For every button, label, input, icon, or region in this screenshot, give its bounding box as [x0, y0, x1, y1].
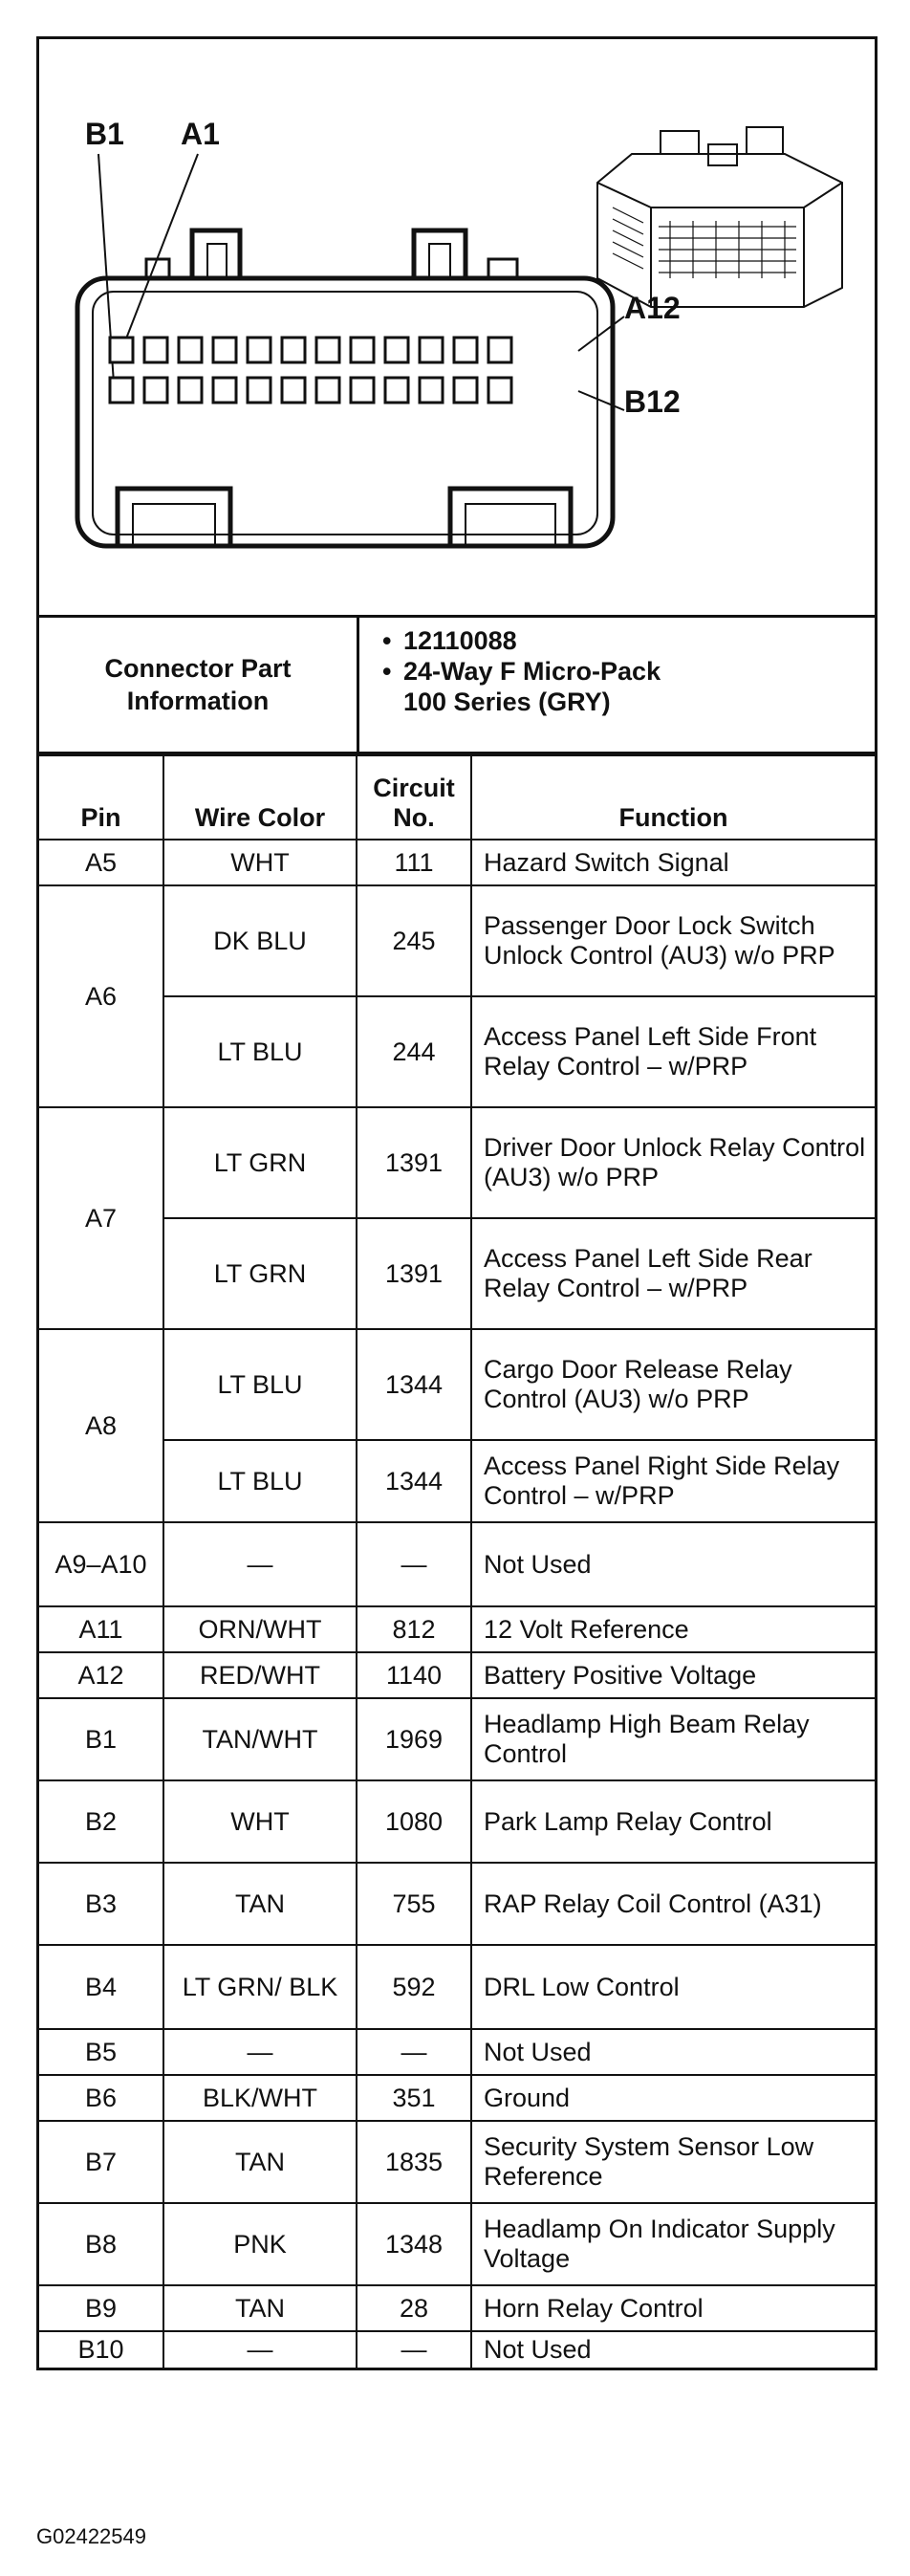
table-header-row: [39, 755, 875, 840]
connector-info-label: Connector Part Information: [39, 618, 359, 752]
pin-cell: A11: [39, 1606, 163, 1652]
label-a1: A1: [181, 117, 220, 151]
pin-cell: A12: [39, 1652, 163, 1698]
figure-id: G02422549: [36, 2524, 146, 2548]
function-cell: Not Used: [471, 2029, 875, 2075]
pin-cell: B6: [39, 2075, 163, 2121]
function-cell: Headlamp High Beam Relay Control: [471, 1698, 875, 1780]
pin-cavities: [110, 338, 511, 403]
table-row: [39, 1522, 875, 1606]
table-row: [39, 1107, 875, 1218]
circuit-cell: 1140: [357, 1652, 471, 1698]
pin-cell: B3: [39, 1863, 163, 1945]
table-row: [39, 1329, 875, 1440]
pin-cell: B2: [39, 1780, 163, 1863]
function-cell: Driver Door Unlock Relay Control (AU3) w/o PRP: [471, 1107, 875, 1218]
wire-color-cell: ORN/WHT: [163, 1606, 357, 1652]
function-cell: Security System Sensor Low Reference: [471, 2121, 875, 2203]
connector-info-list: • 12110088 • 24-Way F Micro-Pack 100 Series (GRY): [382, 626, 661, 716]
wire-color-cell: LT BLU: [163, 1329, 357, 1440]
connector-description-line1: 24-Way F Micro-Pack: [403, 657, 661, 686]
pin-cell: A5: [39, 840, 163, 885]
function-cell: RAP Relay Coil Control (A31): [471, 1863, 875, 1945]
table-row: [39, 885, 875, 996]
wire-color-cell: —: [163, 2029, 357, 2075]
circuit-cell: 244: [357, 996, 471, 1107]
wire-color-cell: LT BLU: [163, 1440, 357, 1522]
function-cell: Not Used: [471, 1522, 875, 1606]
function-cell: Headlamp On Indicator Supply Voltage: [471, 2203, 875, 2285]
circuit-cell: —: [357, 2029, 471, 2075]
function-cell: DRL Low Control: [471, 1945, 875, 2029]
connector-description-line2: 100 Series (GRY): [403, 688, 611, 716]
function-cell: Access Panel Left Side Front Relay Control – w/PRP: [471, 996, 875, 1107]
wire-color-cell: DK BLU: [163, 885, 357, 996]
pin-cell: B1: [39, 1698, 163, 1780]
function-cell: Cargo Door Release Relay Control (AU3) w/o PRP: [471, 1329, 875, 1440]
wire-color-cell: TAN/WHT: [163, 1698, 357, 1780]
pinout-table: [39, 754, 875, 2368]
circuit-cell: —: [357, 2331, 471, 2368]
pin-cell: A9–A10: [39, 1522, 163, 1606]
function-cell: 12 Volt Reference: [471, 1606, 875, 1652]
wire-color-cell: TAN: [163, 2121, 357, 2203]
circuit-cell: 1969: [357, 1698, 471, 1780]
connector-diagram: [39, 39, 875, 618]
table-row: [39, 2121, 875, 2203]
pin-cell: A7: [39, 1107, 163, 1329]
pin-cell: B8: [39, 2203, 163, 2285]
circuit-cell: 592: [357, 1945, 471, 2029]
circuit-cell: 111: [357, 840, 471, 885]
table-row: [39, 1218, 875, 1329]
pin-cell: B9: [39, 2285, 163, 2331]
wire-color-cell: LT GRN: [163, 1218, 357, 1329]
table-row: [39, 1652, 875, 1698]
table-row: [39, 1698, 875, 1780]
circuit-cell: —: [357, 1522, 471, 1606]
function-cell: Battery Positive Voltage: [471, 1652, 875, 1698]
pin-cell: B10: [39, 2331, 163, 2368]
label-a12: A12: [624, 291, 681, 325]
table-row: [39, 1945, 875, 2029]
header-function: Function: [471, 755, 875, 840]
wire-color-cell: WHT: [163, 840, 357, 885]
circuit-cell: 812: [357, 1606, 471, 1652]
pin-cell: B5: [39, 2029, 163, 2075]
circuit-cell: 1835: [357, 2121, 471, 2203]
wire-color-cell: LT GRN/ BLK: [163, 1945, 357, 2029]
header-circuit-no: Circuit No.: [357, 755, 471, 840]
table-row: [39, 1780, 875, 1863]
table-row: [39, 1440, 875, 1522]
pin-cell: A6: [39, 885, 163, 1107]
circuit-cell: 245: [357, 885, 471, 996]
circuit-cell: 1344: [357, 1440, 471, 1522]
circuit-cell: 1348: [357, 2203, 471, 2285]
function-cell: Ground: [471, 2075, 875, 2121]
wire-color-cell: TAN: [163, 1863, 357, 1945]
table-row: [39, 2285, 875, 2331]
function-cell: Access Panel Left Side Rear Relay Control – w/PRP: [471, 1218, 875, 1329]
function-cell: Park Lamp Relay Control: [471, 1780, 875, 1863]
function-cell: Access Panel Right Side Relay Control – w/PRP: [471, 1440, 875, 1522]
label-b12: B12: [624, 384, 681, 419]
header-pin: Pin: [39, 755, 163, 840]
circuit-cell: 1080: [357, 1780, 471, 1863]
header-wire-color: Wire Color: [163, 755, 357, 840]
table-row: [39, 2203, 875, 2285]
function-cell: Hazard Switch Signal: [471, 840, 875, 885]
connector-isometric-view: [597, 127, 842, 307]
circuit-cell: 1391: [357, 1218, 471, 1329]
circuit-cell: 28: [357, 2285, 471, 2331]
table-row: [39, 2029, 875, 2075]
circuit-cell: 755: [357, 1863, 471, 1945]
pin-cell: B4: [39, 1945, 163, 2029]
wire-color-cell: —: [163, 1522, 357, 1606]
wire-color-cell: RED/WHT: [163, 1652, 357, 1698]
table-row: [39, 996, 875, 1107]
function-cell: Not Used: [471, 2331, 875, 2368]
function-cell: Horn Relay Control: [471, 2285, 875, 2331]
table-row: [39, 1863, 875, 1945]
table-row: [39, 1606, 875, 1652]
function-cell: Passenger Door Lock Switch Unlock Control (AU3) w/o PRP: [471, 885, 875, 996]
pin-cell: B7: [39, 2121, 163, 2203]
circuit-cell: 1344: [357, 1329, 471, 1440]
label-b1: B1: [85, 117, 124, 151]
connector-face-drawing: [39, 39, 875, 613]
circuit-cell: 1391: [357, 1107, 471, 1218]
connector-sheet: [36, 36, 878, 2370]
wire-color-cell: BLK/WHT: [163, 2075, 357, 2121]
table-row: [39, 840, 875, 885]
wire-color-cell: LT GRN: [163, 1107, 357, 1218]
wire-color-cell: TAN: [163, 2285, 357, 2331]
circuit-cell: 351: [357, 2075, 471, 2121]
table-row: [39, 2331, 875, 2368]
pin-cell: A8: [39, 1329, 163, 1522]
connector-part-information: [39, 618, 875, 754]
table-row: [39, 2075, 875, 2121]
part-number: 12110088: [403, 626, 517, 655]
wire-color-cell: PNK: [163, 2203, 357, 2285]
wire-color-cell: WHT: [163, 1780, 357, 1863]
wire-color-cell: LT BLU: [163, 996, 357, 1107]
wire-color-cell: —: [163, 2331, 357, 2368]
